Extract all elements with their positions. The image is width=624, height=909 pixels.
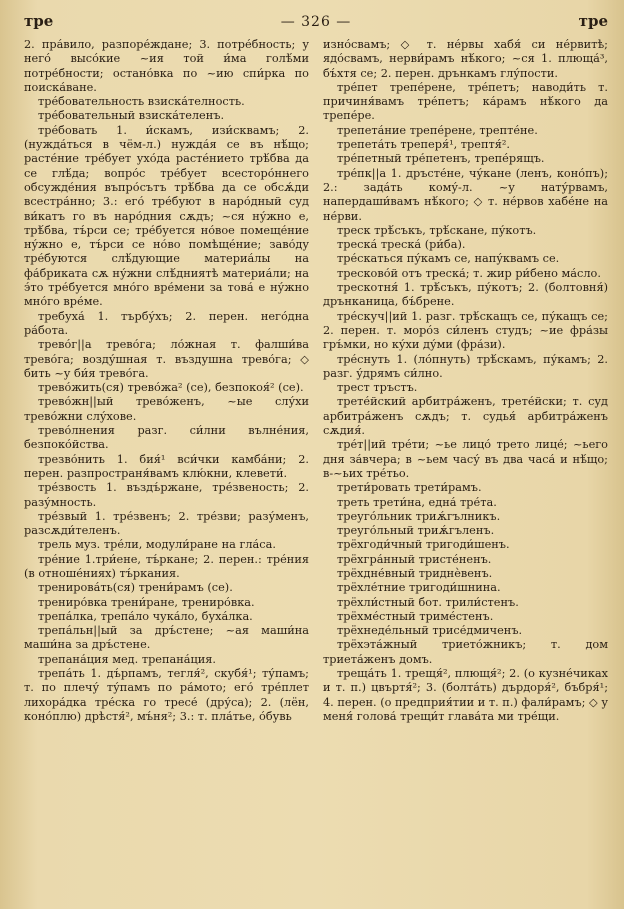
dictionary-entry: требуха́ 1. търбу́хъ; 2. перен. него́дна ра́бота. xyxy=(24,309,309,337)
dictionary-entry: тренирова́ть(ся) трени́рамъ (се). xyxy=(38,581,233,595)
dictionary-entry: трепета́ние трепе́рене, трепте́не. xyxy=(337,123,538,137)
dictionary-entry: трест тръстъ. xyxy=(337,381,418,395)
dictionary-entry: тре́бовать 1. и́скамъ, изи́сквамъ; 2. (нужда́ться в чём-л.) нужда́я се въ нѣ́що; расте́ние тре́бует ухо́да расте́нието трѣ́бва да се глѣ́да; вопро́с тре́бует всесторо́ннего обсужде́ния въпро́сътъ трѣ́бва да се обсѫ́ди всестра́нно; 3.: его́ тре́буют в наро́дный суд ви́катъ го въ наро́дния сѫдъ; ~ся ну́жно е, трѣ́бва, тъ́рси се; тре́буется но́вое помеще́ние ну́жно е, тъ́рси се но́во помѣще́ние; заво́ду тре́буются слѣ́дующие материа́лы на фа́бриката сѫ ну́жни слѣ́дниятѣ материа́ли; на э́то тре́буется мно́го вре́мени за това́ е ну́жно мно́го вре́ме. xyxy=(24,123,309,309)
dictionary-entry: трево́г||а трево́га; ло́жная т. фалши́ва трево́га; возду́шная т. въздушна трево́га; ◇ бить ~у би́я трево́га. xyxy=(24,338,309,380)
left-column xyxy=(24,38,309,898)
dictionary-entry: тре́звый 1. тре́звенъ; 2. тре́зви; разу́менъ, разсѫди́теленъ. xyxy=(24,509,309,538)
dictionary-entry: тре́т||ий тре́ти; ~ье лицо́ трето лице́; ~ьего дня за́вчера; в ~ьем часу́ въ два часа́ и нѣ́що; в-~ьих тре́тьо. xyxy=(323,438,608,480)
dictionary-entry: трете́йский арбитра́женъ, трете́йски; т. суд арбитра́женъ сѫдъ; т. судья́ арбитра́женъ сѫдия́. xyxy=(323,395,608,438)
dictionary-entry: тре́скуч||ий 1. разг. трѣ́скащъ се, пу́кащъ се; 2. перен. т. моро́з си́ленъ студъ; ~ие фра́зы гръ́мки, но ку́хи ду́ми (фра́зи). xyxy=(323,309,608,352)
right-column xyxy=(323,38,608,898)
header-left-guide-word: тре xyxy=(24,12,54,30)
dictionary-entry: трепана́ция мед. трепана́ция. xyxy=(38,652,217,666)
dictionary-entry: трёхме́стный триме́стенъ. xyxy=(337,609,494,623)
page-number: — 326 — xyxy=(280,14,352,30)
dictionary-entry: трёхдне́вный триднѐвенъ. xyxy=(337,566,493,580)
dictionary-entry: 2. пра́вило, разпоре́ждане; 3. потре́бность; у него́ высо́кие ~ия той и́ма голѣ́ми потре́бности; остано́вка по ~ию спи́рка по поиска́ване. xyxy=(24,38,309,94)
dictionary-entry: тре́бовательный взиска́теленъ. xyxy=(38,109,225,123)
dictionary-entry: тре́пк||а 1. дръсте́не, чу́кане (ленъ, коно́пъ); 2.: зада́ть кому́-л. ~у нату́рвамъ, напердаши́вамъ нѣ́кого; ◇ т. не́рвов хабе́не на не́рви. xyxy=(323,166,608,223)
dictionary-entry: трево́жн||ый трево́женъ, ~ые слу́хи трево́жни слу́хове. xyxy=(24,395,309,423)
dictionary-entry: трепета́ть треперя́¹, трептя́². xyxy=(337,138,511,152)
dictionary-entry: трескотня́ 1. трѣ́съкъ, пу́котъ; 2. (болтовня́) дрънканица, бъ́брене. xyxy=(323,281,608,309)
dictionary-entry: тре́ние 1.три́ене, тъ́ркане; 2. перен.: тре́ния (в отноше́ниях) тъ́ркания. xyxy=(24,552,309,580)
dictionary-entry: треща́ть 1. трещя́², плющя́²; 2. (о кузне́чиках и т. п.) цвъртя́²; 3. (болта́ть) дърдоря́², бъбря́¹; 4. перен. (о предприя́тии и т. п.) фали́рамъ; ◇ у меня́ голова́ трещи́т глава́та ми тре́щи. xyxy=(323,667,608,723)
dictionary-entry: трепа́лка, трепа́ло чука́ло, буха́лка. xyxy=(38,609,253,623)
dictionary-entry: треск трѣ́съкъ, трѣ́скане, пу́котъ. xyxy=(337,223,537,237)
dictionary-entry: треска́ треска́ (ри́ба). xyxy=(337,238,466,252)
dictionary-entry: трево́лнения разг. си́лни вълне́ния, безпоко́йства. xyxy=(24,424,309,452)
dictionary-entry: тресково́й отъ треска́; т. жир ри́бено ма́сло. xyxy=(337,266,601,280)
dictionary-entry: изно́свамъ; ◇ т. не́рвы хабя́ си не́рвитѣ; ядо́свамъ, нерви́рамъ нѣ́кого; ~ся 1. плюща́³, бъ́хтя се; 2. перен. дрънкамъ глу́пости. xyxy=(323,38,608,80)
dictionary-entry: трёхнеде́льный трисе́дмиченъ. xyxy=(337,624,523,638)
dictionary-entry: тре́снуть 1. (ло́пнуть) трѣ́скамъ, пу́камъ; 2. разг. у́дрямъ си́лно. xyxy=(323,352,608,380)
dictionary-entry: трево́жить(ся) трево́жа² (се), безпокоя́² (се). xyxy=(38,381,304,395)
dictionary-entry: трепа́ть 1. дъ́рпамъ, тегля́², скубя́¹; ту́памъ; т. по плечу́ ту́памъ по ра́мото; его́ тре́плет лихора́дка тре́ска го тресе́ (дру́са); 2. (лён, коно́плю) дрѣстя́², мъ́ня²; 3.: т. пла́тье, о́бувь xyxy=(24,667,309,723)
dictionary-entry: трёхли́стный бот. трили́стенъ. xyxy=(337,595,519,609)
dictionary-entry: треуго́льник триѫ́гълникъ. xyxy=(337,509,501,523)
dictionary-entry: трёхгра́нный тристе́ненъ. xyxy=(337,552,492,566)
dictionary-entry: трениро́вка трени́ране, трениро́вка. xyxy=(38,595,255,609)
dictionary-entry: трёхгоди́чный тригоди́шенъ. xyxy=(337,538,510,552)
dictionary-entry: тре́звость 1. въздъ́ржане, тре́звеность; 2. разу́мность. xyxy=(24,481,309,509)
dictionary-entry: трёхэта́жный трието́жникъ; т. дом триета́женъ домъ. xyxy=(323,638,608,666)
dictionary-entry: трель муз. тре́ли, модули́ране на гла́са. xyxy=(38,538,276,552)
header-right-guide-word: тре xyxy=(578,12,608,30)
dictionary-entry: тре́пет трепе́рене, тре́петъ; наводи́ть т. причиня́вамъ тре́петъ; ка́рамъ нѣ́кого да трепе́ре. xyxy=(323,80,608,123)
dictionary-entry: тре́петный тре́петенъ, трепе́рящъ. xyxy=(337,152,545,166)
dictionary-entry: трепа́льн||ый за дръ́стене; ~ая маши́на маши́на за дръ́стене. xyxy=(24,624,309,652)
dictionary-entry: треуго́льный триѫ́гъленъ. xyxy=(337,524,495,538)
dictionary-entry: тре́бовательность взиска́телность. xyxy=(38,95,245,109)
dictionary-entry: трети́ровать трети́рамъ. xyxy=(337,481,482,495)
dictionary-entry: тре́скаться пу́камъ се, напу́квамъ се. xyxy=(337,252,560,266)
dictionary-entry: трезво́нить 1. бия́¹ вси́чки камба́ни; 2. перен. разпространя́вамъ клю́кни, клевети́. xyxy=(24,452,309,480)
dictionary-entry: треть трети́на, една́ тре́та. xyxy=(337,495,497,509)
dictionary-entry: трёхле́тние тригоди́шнина. xyxy=(337,581,501,595)
page-header xyxy=(24,12,608,34)
